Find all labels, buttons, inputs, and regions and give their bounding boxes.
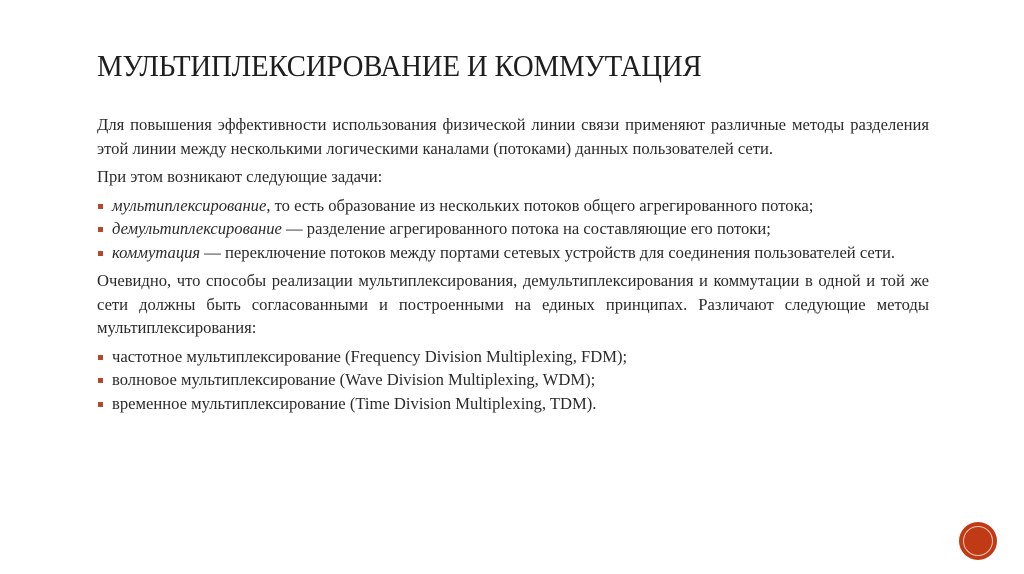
term-definition: — переключение потоков между портами сетевых устройств для соединения пользователей сети. <box>200 242 896 262</box>
square-bullet-icon <box>98 402 103 407</box>
term-definition: , то есть образование из нескольких потоков общего агрегированного потока; <box>266 195 814 215</box>
term: коммутация <box>112 242 201 262</box>
method-text: частотное мультиплексирование (Frequency Division Multiplexing, FDM); <box>112 346 628 366</box>
tasks-list <box>97 194 929 265</box>
term-definition: — разделение агрегированного потока на составляющие его потоки; <box>281 219 771 238</box>
list-item-method <box>97 368 929 392</box>
methods-paragraph: Очевидно, что способы реализации мультиплексирования, демультиплексирования и коммутации в одной и той же сети должны быть согласованными и построенными на единых принципах. Различают следующие методы мультиплексирования: <box>97 271 929 337</box>
list-item-method <box>97 392 929 416</box>
next-slide-circle-icon[interactable] <box>960 523 996 559</box>
method-text: временное мультиплексирование (Time Division Multiplexing, TDM). <box>112 393 597 413</box>
square-bullet-icon <box>98 378 103 383</box>
slide-content <box>97 113 929 420</box>
square-bullet-icon <box>98 204 103 209</box>
term: демультиплексирование <box>112 219 282 238</box>
intro-paragraph: Для повышения эффективности использования физической линии связи применяют различные методы разделения этой линии между несколькими логическими каналами (потоками) данных пользователей сети. <box>97 115 929 158</box>
term: мультиплексирование <box>112 195 267 215</box>
tasks-intro: При этом возникают следующие задачи: <box>97 167 383 186</box>
list-item-task <box>97 241 929 265</box>
square-bullet-icon <box>98 227 103 232</box>
methods-list <box>97 345 929 416</box>
list-item-task <box>97 194 929 218</box>
square-bullet-icon <box>98 355 103 360</box>
list-item-task <box>97 217 929 241</box>
slide-title: МУЛЬТИПЛЕКСИРОВАНИЕ И КОММУТАЦИЯ <box>97 48 702 83</box>
square-bullet-icon <box>98 251 103 256</box>
list-item-method <box>97 345 929 369</box>
method-text: волновое мультиплексирование (Wave Division Multiplexing, WDM); <box>112 370 596 389</box>
